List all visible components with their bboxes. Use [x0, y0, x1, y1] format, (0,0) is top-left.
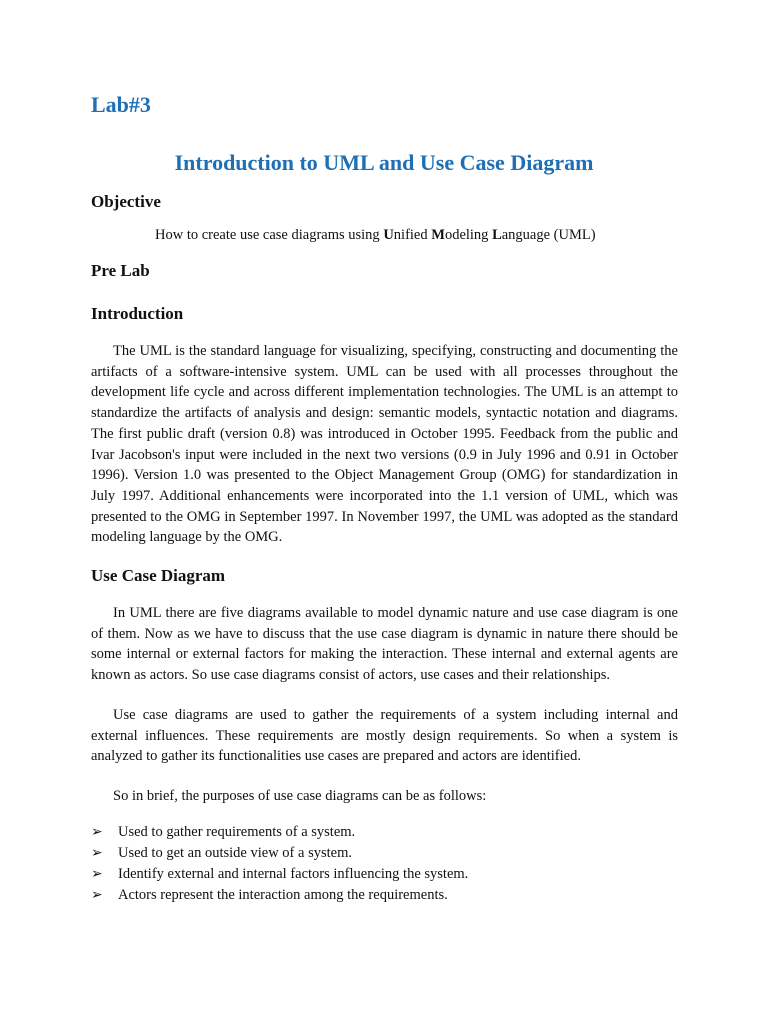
use-case-paragraph-3: So in brief, the purposes of use case diagrams can be as follows:: [113, 788, 487, 804]
list-item: ➢ Actors represent the interaction among the requirements.: [91, 885, 678, 906]
prelab-heading: Pre Lab: [91, 261, 150, 280]
arrow-bullet-icon: ➢: [91, 824, 103, 840]
use-case-paragraph-2: Use case diagrams are used to gather the requirements of a system including internal and external influences. These requirements are mostly design requirements. So when a system is analyzed to gather its functionalities use cases are prepared and actors are identified.: [91, 707, 678, 765]
arrow-bullet-icon: ➢: [91, 887, 103, 903]
introduction-paragraph: The UML is the standard language for visualizing, specifying, constructing and documenting the artifacts of a software-intensive system. UML can be used with all processes throughout the development life cycle and across different implementation technologies. The UML is an attempt to standardize the artifacts of analysis and design: semantic models, syntactic notation and diagrams. The first public draft (version 0.8) was introduced in October 1995. Feedback from the public and Ivar Jacobson's input were included in the next two versions (0.9 in July 1996 and 0.91 in October 1996). Version 1.0 was presented to the Object Management Group (OMG) for standardization in July 1997. Additional enhancements were incorporated into the 1.1 version of UML, which was presented to the OMG in September 1997. In November 1997, the UML was adopted as the standard modeling language by the OMG.: [91, 343, 678, 546]
use-case-heading: Use Case Diagram: [91, 566, 226, 585]
main-title: Introduction to UML and Use Case Diagram: [174, 150, 594, 175]
lab-title: Lab#3: [91, 92, 151, 117]
list-item: ➢ Identify external and internal factors influencing the system.: [91, 864, 678, 885]
arrow-bullet-icon: ➢: [91, 866, 103, 882]
use-case-paragraph-1: In UML there are five diagrams available to model dynamic nature and use case diagram is one of them. Now as we have to discuss that the use case diagram is dynamic in nature there should be some internal or external factors for making the interaction. These internal and external agents are known as actors. So use case diagrams consist of actors, use cases and their relationships.: [91, 605, 678, 684]
objective-text: How to create use case diagrams using Unified Modeling Language (UML): [155, 227, 596, 243]
objective-heading: Objective: [91, 192, 161, 211]
introduction-heading: Introduction: [91, 304, 184, 323]
list-item: ➢ Used to gather requirements of a system.: [91, 822, 678, 843]
arrow-bullet-icon: ➢: [91, 845, 103, 861]
list-item: ➢ Used to get an outside view of a system.: [91, 843, 678, 864]
purposes-list: [91, 822, 678, 906]
